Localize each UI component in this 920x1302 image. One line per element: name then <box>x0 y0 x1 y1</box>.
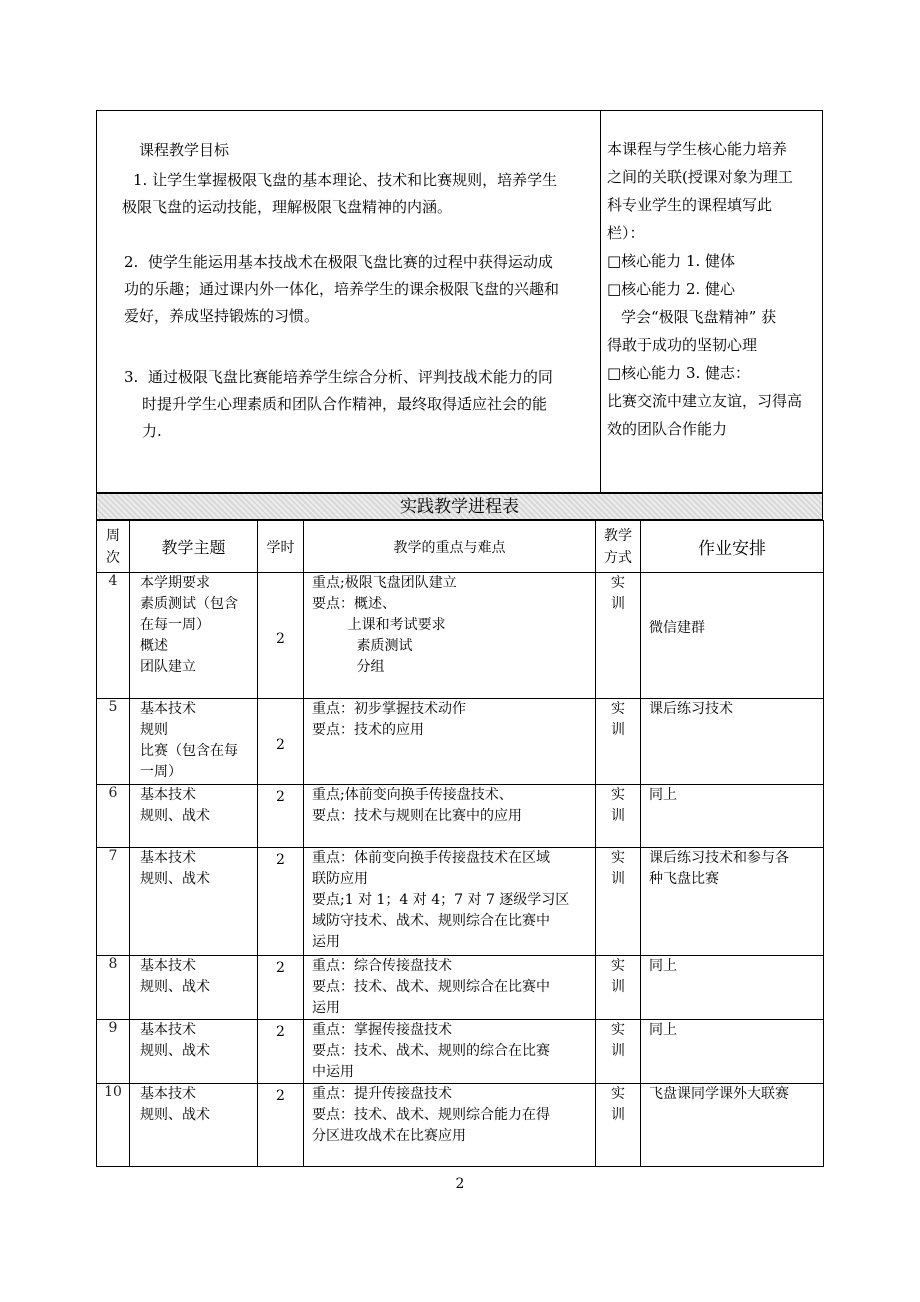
core-intro-line: 本课程与学生核心能力培养 <box>607 140 788 158</box>
cell-text-line: 同上 <box>649 958 677 974</box>
page-number: 2 <box>455 1176 465 1192</box>
cell-text-line: 重点：掌握传接盘技术 <box>312 1022 452 1038</box>
week-cell: 7 <box>97 848 130 956</box>
topic-cell <box>130 1020 258 1084</box>
cell-text-line: 同上 <box>649 787 677 803</box>
week-cell: 9 <box>97 1020 130 1084</box>
cell-text-line: 飞盘课同学课外大联赛 <box>649 1086 789 1102</box>
header-key-points: 教学的重点与难点 <box>304 521 596 573</box>
method-cell <box>596 956 641 1020</box>
homework-cell <box>641 699 824 785</box>
homework-cell <box>641 848 824 956</box>
cell-text-line: 上课和考试要求 <box>312 617 446 633</box>
cell-text-line: 课后练习技术 <box>649 701 733 717</box>
week-cell: 8 <box>97 956 130 1020</box>
topic-cell <box>130 956 258 1020</box>
cell-text-line: 基本技术 <box>140 958 196 974</box>
table-body <box>97 573 824 1167</box>
table-header-row <box>97 521 824 573</box>
cell-text-line: 一周） <box>140 764 182 780</box>
cell-text-line: 素质测试（包含 <box>140 596 238 612</box>
table-row <box>97 573 824 699</box>
core-ability-3-detail: 比赛交流中建立友谊，习得高 <box>607 392 803 410</box>
table-row <box>97 956 824 1020</box>
column-divider <box>600 111 601 493</box>
cell-text-line: 要点：技术、战术、规则的综合在比赛 <box>312 1043 550 1059</box>
homework-cell <box>641 785 824 848</box>
table-row <box>97 699 824 785</box>
cell-text-line: 概述 <box>140 638 168 654</box>
core-ability-1-checkbox[interactable]: □核心能力 1. 健体 <box>607 252 736 270</box>
method-cell <box>596 848 641 956</box>
cell-text-line: 规则、战术 <box>140 1107 210 1123</box>
hours-cell: 2 <box>258 573 304 699</box>
core-ability-3-checkbox[interactable]: □核心能力 3. 健志： <box>607 364 751 382</box>
cell-text-line: 实 <box>611 1086 625 1102</box>
cell-text-line: 要点：技术、战术、规则综合在比赛中 <box>312 979 550 995</box>
table-row <box>97 785 824 848</box>
core-ability-2-detail: 得敢于成功的坚韧心理 <box>607 336 758 354</box>
cell-text-line: 基本技术 <box>140 1022 196 1038</box>
table-row <box>97 1020 824 1084</box>
cell-text-line: 基本技术 <box>140 850 196 866</box>
homework-cell <box>641 573 824 699</box>
key-points-cell <box>304 699 596 785</box>
cell-text-line: 种飞盘比赛 <box>649 871 719 887</box>
cell-text-line: 要点;1 对 1；4 对 4；7 对 7 逐级学习区 <box>312 892 570 908</box>
header-hours: 学时 <box>258 521 304 573</box>
cell-text-line: 本学期要求 <box>140 575 210 591</box>
cell-text-line: 训 <box>611 722 625 738</box>
header-homework: 作业安排 <box>641 521 824 573</box>
section-title-bar: 实践教学进程表 <box>96 493 823 520</box>
week-cell: 5 <box>97 699 130 785</box>
cell-text-line: 实 <box>611 1022 625 1038</box>
hours-cell: 2 <box>258 785 304 848</box>
cell-text-line: 重点：综合传接盘技术 <box>312 958 452 974</box>
practice-schedule-table <box>96 520 824 1167</box>
method-cell <box>596 785 641 848</box>
cell-text-line: 规则、战术 <box>140 808 210 824</box>
cell-text-line: 训 <box>611 1043 625 1059</box>
cell-text-line: 重点;体前变向换手传接盘技术、 <box>312 787 513 803</box>
method-cell <box>596 1020 641 1084</box>
cell-text-line: 分区进攻战术在比赛应用 <box>312 1128 466 1144</box>
hours-cell: 2 <box>258 848 304 956</box>
cell-text-line: 要点：技术的应用 <box>312 722 424 738</box>
cell-text-line: 要点：技术与规则在比赛中的应用 <box>312 808 522 824</box>
topic-cell <box>130 1084 258 1167</box>
cell-text-line: 基本技术 <box>140 701 196 717</box>
cell-text-line: 在每一周） <box>140 617 210 633</box>
cell-text-line: 规则、战术 <box>140 979 210 995</box>
cell-text-line: 训 <box>611 1107 625 1123</box>
key-points-cell <box>304 848 596 956</box>
hours-cell: 2 <box>258 956 304 1020</box>
cell-text-line: 实 <box>611 701 625 717</box>
table-row <box>97 1084 824 1167</box>
core-ability-2-detail: 学会“极限飞盘精神” 获 <box>621 308 777 326</box>
cell-text-line: 联防应用 <box>312 871 368 887</box>
topic-cell <box>130 573 258 699</box>
cell-text-line: 同上 <box>649 1022 677 1038</box>
cell-text-line: 训 <box>611 871 625 887</box>
cell-text-line: 基本技术 <box>140 1086 196 1102</box>
cell-text-line: 规则、战术 <box>140 1043 210 1059</box>
key-points-cell <box>304 573 596 699</box>
key-points-cell <box>304 785 596 848</box>
header-method: 教学 方式 <box>596 521 641 573</box>
hours-cell: 2 <box>258 1020 304 1084</box>
cell-text-line: 实 <box>611 850 625 866</box>
header-topic: 教学主题 <box>130 521 258 573</box>
table-row <box>97 848 824 956</box>
cell-text-line: 实 <box>611 958 625 974</box>
core-ability-2-checkbox[interactable]: □核心能力 2. 健心 <box>607 280 736 298</box>
cell-text-line: 重点;极限飞盘团队建立 <box>312 575 457 591</box>
method-cell <box>596 573 641 699</box>
cell-text-line: 课后练习技术和参与各 <box>649 850 789 866</box>
cell-text-line: 运用 <box>312 934 340 950</box>
method-cell <box>596 1084 641 1167</box>
homework-cell <box>641 1020 824 1084</box>
cell-text-line: 实 <box>611 787 625 803</box>
core-intro-line: 栏）： <box>607 224 645 242</box>
cell-text-line: 要点：概述、 <box>312 596 396 612</box>
week-cell: 6 <box>97 785 130 848</box>
objective-item-2: 2. 使学生能运用基本技战术在极限飞盘比赛的过程中获得运动成 功的乐趣；通过课内外一体化，培养学生的课余极限飞盘的兴趣和 爱好，养成坚持锻炼的习惯。 <box>124 253 560 325</box>
cell-text-line: 要点：技术、战术、规则综合能力在得 <box>312 1107 550 1123</box>
week-cell: 4 <box>97 573 130 699</box>
key-points-cell <box>304 956 596 1020</box>
cell-text-line: 训 <box>611 979 625 995</box>
objectives-title: 课程教学目标 <box>139 141 230 159</box>
cell-text-line: 中运用 <box>312 1064 354 1080</box>
cell-text-line: 规则、战术 <box>140 871 210 887</box>
cell-text-line: 运用 <box>312 1000 340 1016</box>
cell-text-line: 训 <box>611 596 625 612</box>
core-intro-line: 之间的关联(授课对象为理工 <box>607 168 793 186</box>
core-ability-3-detail: 效的团队合作能力 <box>607 420 728 438</box>
topic-cell <box>130 848 258 956</box>
week-cell: 10 <box>97 1084 130 1167</box>
cell-text-line: 实 <box>611 575 625 591</box>
cell-text-line: 微信建群 <box>649 620 705 636</box>
topic-cell <box>130 699 258 785</box>
header-week: 周 次 <box>97 521 130 573</box>
cell-text-line: 域防守技术、战术、规则综合在比赛中 <box>312 913 550 929</box>
homework-cell <box>641 956 824 1020</box>
key-points-cell <box>304 1084 596 1167</box>
cell-text-line: 比赛（包含在每 <box>140 743 238 759</box>
course-objectives-cell <box>97 111 600 493</box>
key-points-cell <box>304 1020 596 1084</box>
core-intro-line: 科专业学生的课程填写此 <box>607 196 773 214</box>
cell-text-line: 规则 <box>140 722 168 738</box>
cell-text-line: 分组 <box>312 659 385 675</box>
objectives-section <box>96 110 823 493</box>
cell-text-line: 重点：提升传接盘技术 <box>312 1086 452 1102</box>
cell-text-line: 重点：体前变向换手传接盘技术在区域 <box>312 850 550 866</box>
cell-text-line: 重点：初步掌握技术动作 <box>312 701 466 717</box>
cell-text-line: 团队建立 <box>140 659 196 675</box>
method-cell <box>596 699 641 785</box>
cell-text-line: 素质测试 <box>312 638 413 654</box>
cell-text-line: 基本技术 <box>140 787 196 803</box>
cell-text-line: 训 <box>611 808 625 824</box>
hours-cell: 2 <box>258 1084 304 1167</box>
objective-item-3: 3. 通过极限飞盘比赛能培养学生综合分析、评判技战术能力的同 时提升学生心理素质和团队合作精神，最终取得适应社会的能 力. <box>124 368 553 440</box>
hours-cell: 2 <box>258 699 304 785</box>
core-competency-cell <box>607 135 817 443</box>
objective-item-1: 1. 让学生掌握极限飞盘的基本理论、技术和比赛规则，培养学生 极限飞盘的运动技能，理解极限飞盘精神的内涵。 <box>122 171 558 216</box>
topic-cell <box>130 785 258 848</box>
homework-cell <box>641 1084 824 1167</box>
